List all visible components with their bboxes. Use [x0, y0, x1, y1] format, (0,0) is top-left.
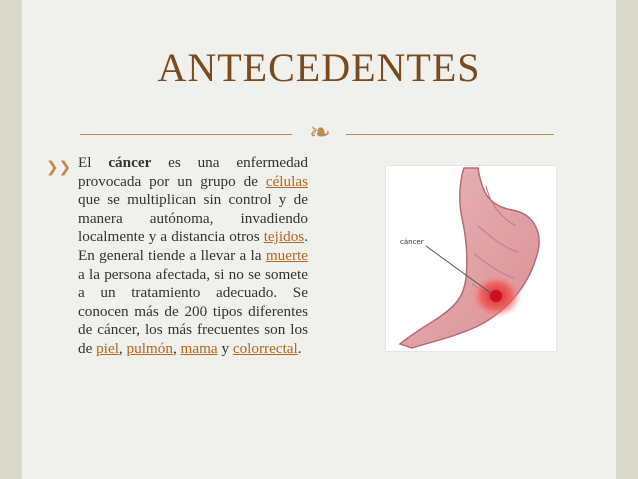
tumor-core [490, 290, 502, 302]
link-celulas[interactable]: células [265, 172, 308, 190]
title-rule-right [346, 134, 554, 135]
body-paragraph [78, 154, 308, 359]
text-run: que se multiplican sin control y de manera autónoma, invadiendo localmente y a distancia otros [78, 191, 308, 246]
text-run: es una enfermedad provocada por un grupo de [78, 154, 308, 190]
link-muerte[interactable]: muerte [265, 246, 308, 264]
link-tejidos[interactable]: tejidos [263, 228, 305, 246]
stomach-cancer-illustration [385, 165, 557, 352]
text-run: . En general tiende a llevar a la [78, 228, 308, 264]
double-chevron-icon: ❯❯ [46, 158, 72, 176]
fleuron-icon: ❧ [309, 118, 331, 148]
link-piel[interactable]: piel [96, 339, 119, 357]
stomach-illustration-svg [386, 166, 556, 351]
link-colorrectal[interactable]: colorrectal [232, 339, 298, 357]
text-run: , [118, 339, 127, 357]
text-run: El [78, 154, 109, 171]
stomach-shape [400, 168, 539, 348]
text-run: , [172, 339, 181, 357]
link-pulmon[interactable]: pulmón [126, 339, 173, 357]
term-cancer: cáncer [108, 154, 152, 171]
slide-title: ANTECEDENTES [157, 45, 481, 90]
link-mama[interactable]: mama [180, 339, 218, 357]
text-run: . [297, 339, 302, 357]
title-rule-left [80, 134, 292, 135]
text-run: y [217, 339, 233, 357]
cancer-label: cáncer [400, 238, 424, 246]
text-run: a la persona afectada, si no se somete a un tratamiento adecuado. Se conocen más de 200 tipos diferentes de cáncer, los más frecuentes son los de [78, 265, 308, 357]
